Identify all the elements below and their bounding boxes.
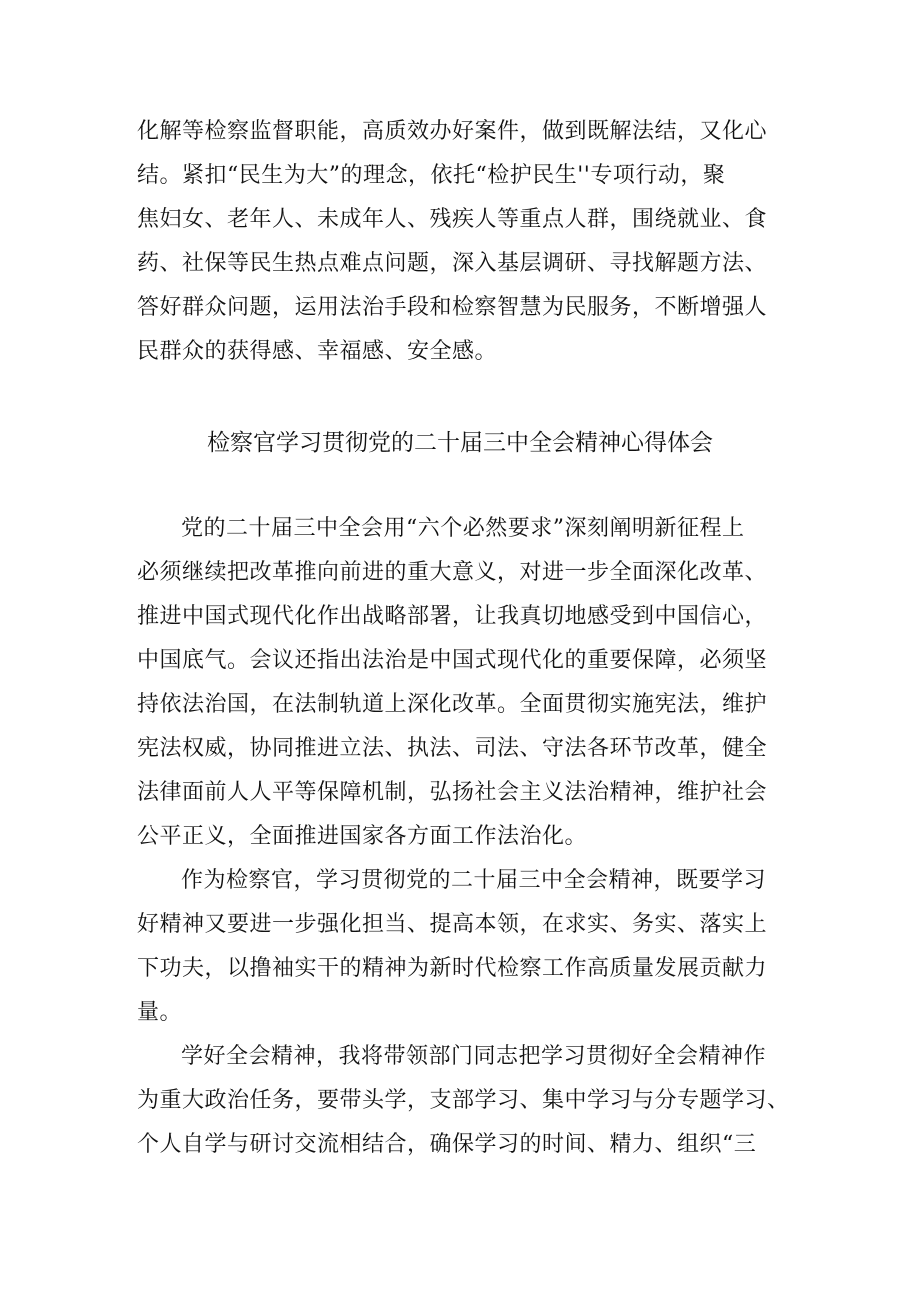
body-line: 必须继续把改革推向前进的重大意义，对进一步全面深化改革、 (137, 560, 768, 585)
body-line: 结。紧扣“民生为大”的理念，依托“检护民生''专项行动，聚 (137, 163, 726, 188)
paragraph-first-line: 党的二十届三中全会用“六个必然要求”深刻阐明新征程上 (181, 516, 745, 541)
body-line: 推进中国式现代化作出战略部署，让我真切地感受到中国信心， (137, 604, 768, 629)
body-line: 焦妇女、老年人、未成年人、残疾人等重点人群，围绕就业、食 (137, 207, 768, 232)
body-line: 为重大政治任务，要带头学，支部学习、集中学习与分专题学习、 (137, 1088, 790, 1113)
paragraph-first-line: 作为检察官，学习贯彻党的二十届三中全会精神，既要学习 (181, 868, 767, 893)
document-title: 检察官学习贯彻党的二十届三中全会精神心得体会 (207, 430, 713, 456)
body-line: 化解等检察监督职能，高质效办好案件，做到既解法结，又化心 (137, 119, 768, 144)
body-line: 中国底气。会议还指出法治是中国式现代化的重要保障，必须坚 (137, 648, 768, 673)
body-line: 法律面前人人平等保障机制，弘扬社会主义法治精神，维护社会 (137, 780, 768, 805)
body-line: 个人自学与研讨交流相结合，确保学习的时间、精力、组织“三 (137, 1132, 757, 1157)
body-line: 答好群众问题，运用法治手段和检察智慧为民服务，不断增强人 (137, 295, 768, 320)
body-line: 宪法权威，协同推进立法、执法、司法、守法各环节改革，健全 (137, 736, 768, 761)
body-line: 量。 (137, 1000, 183, 1025)
body-line: 药、社保等民生热点难点问题，深入基层调研、寻找解题方法、 (137, 251, 768, 276)
paragraph-first-line: 学好全会精神，我将带领部门同志把学习贯彻好全会精神作 (181, 1044, 767, 1069)
body-line: 公平正义，全面推进国家各方面工作法治化。 (137, 824, 588, 849)
body-line: 好精神又要进一步强化担当、提高本领，在求实、务实、落实上 (137, 912, 768, 937)
body-line: 民群众的获得感、幸福感、安全感。 (137, 339, 498, 364)
body-line: 下功夫，以撸袖实干的精神为新时代检察工作高质量发展贡献力 (137, 956, 768, 981)
body-line: 持依法治国，在法制轨道上深化改革。全面贯彻实施宪法，维护 (137, 692, 768, 717)
